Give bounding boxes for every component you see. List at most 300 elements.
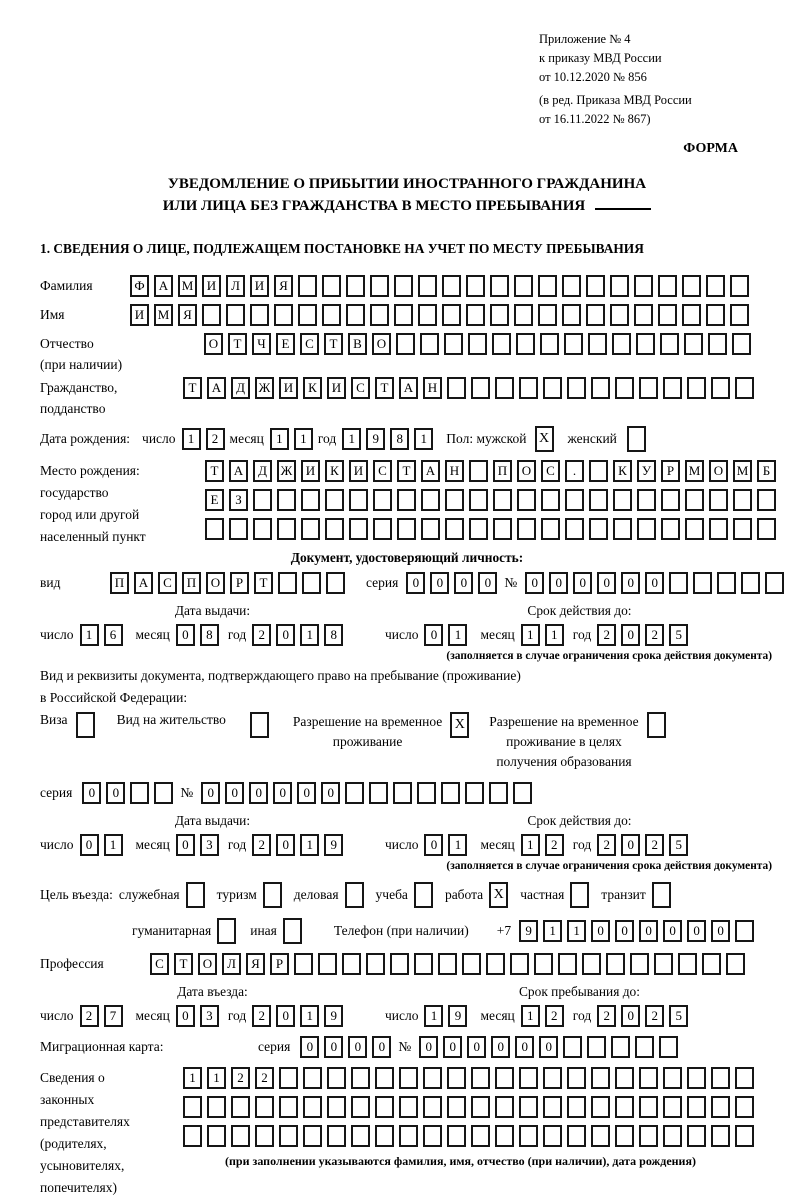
purpose-row-1 xyxy=(40,882,774,908)
gender-male-checkbox xyxy=(535,426,554,452)
form-cell xyxy=(447,1125,466,1147)
form-cell: 1 xyxy=(104,834,123,856)
doc-number-label: № xyxy=(504,575,518,590)
form-cell: 2 xyxy=(252,1005,271,1027)
field-row-profession xyxy=(40,953,774,975)
form-cell xyxy=(711,377,730,399)
form-cell xyxy=(183,1096,202,1118)
form-cell xyxy=(253,489,272,511)
form-cell: . xyxy=(565,460,584,482)
form-cell xyxy=(702,953,721,975)
title-line-2: ИЛИ ЛИЦА БЕЗ ГРАЖДАНСТВА В МЕСТО ПРЕБЫВАНИЯ xyxy=(162,198,586,214)
month-label: месяц xyxy=(480,837,515,852)
form-cell xyxy=(421,489,440,511)
form-cell: Д xyxy=(231,377,250,399)
form-cell xyxy=(298,275,317,297)
form-cell xyxy=(634,304,653,326)
expiry-year-cells xyxy=(597,624,693,646)
birthplace-label-city-1: город или другой xyxy=(40,507,140,522)
form-cell xyxy=(130,782,149,804)
form-cell xyxy=(685,518,704,540)
form-cell xyxy=(630,953,649,975)
form-cell xyxy=(278,572,297,594)
residence-doc-note: (заполняется в случае ограничения срока действия документа) xyxy=(446,860,772,872)
form-cell xyxy=(615,1067,634,1089)
form-cell: 1 xyxy=(448,624,467,646)
purpose-option-label: учеба xyxy=(375,887,408,902)
form-cell xyxy=(534,953,553,975)
form-cell: Ф xyxy=(130,275,149,297)
form-cell xyxy=(445,489,464,511)
form-cell: 0 xyxy=(573,572,592,594)
form-cell: 1 xyxy=(300,1005,319,1027)
form-cell xyxy=(390,953,409,975)
day-label: число xyxy=(384,837,419,852)
form-cell: 0 xyxy=(454,572,473,594)
form-cell: 1 xyxy=(448,834,467,856)
form-cell xyxy=(420,333,439,355)
form-cell xyxy=(490,304,509,326)
form-cell xyxy=(349,489,368,511)
year-label: год xyxy=(227,1008,247,1023)
form-cell: 1 xyxy=(207,1067,226,1089)
form-cell xyxy=(393,782,412,804)
year-label: год xyxy=(227,837,247,852)
form-cell xyxy=(303,1125,322,1147)
form-cell: 2 xyxy=(645,834,664,856)
form-cell xyxy=(735,1067,754,1089)
form-cell: 2 xyxy=(252,624,271,646)
purpose-option-label: деловая xyxy=(293,887,339,902)
form-cell xyxy=(647,712,666,738)
phone-prefix: +7 xyxy=(496,923,512,938)
form-cell: 8 xyxy=(324,624,343,646)
field-row-citizenship xyxy=(40,377,774,399)
form-cell xyxy=(369,782,388,804)
form-cell: 0 xyxy=(621,1005,640,1027)
form-cell xyxy=(303,1067,322,1089)
form-cell xyxy=(250,304,269,326)
form-cell: Т xyxy=(228,333,247,355)
patronymic-cells xyxy=(204,333,756,355)
option-visa-label: Виза xyxy=(40,712,68,727)
residence-intro-2: в Российской Федерации: xyxy=(40,690,188,705)
year-label: год xyxy=(572,1008,592,1023)
form-cell xyxy=(517,489,536,511)
form-cell: Т xyxy=(254,572,273,594)
purpose-private-checkbox xyxy=(570,882,589,908)
doc-type-cells xyxy=(110,572,350,594)
form-cell xyxy=(687,377,706,399)
form-cell: Т xyxy=(174,953,193,975)
form-cell: М xyxy=(685,460,704,482)
form-cell: 5 xyxy=(669,834,688,856)
form-cell: 7 xyxy=(104,1005,123,1027)
form-cell: А xyxy=(399,377,418,399)
form-cell: 1 xyxy=(270,428,289,450)
profession-label: Профессия xyxy=(40,956,104,971)
form-cell xyxy=(538,275,557,297)
form-cell: А xyxy=(207,377,226,399)
form-cell: 2 xyxy=(597,624,616,646)
form-cell xyxy=(263,882,282,908)
name-cells xyxy=(130,304,754,326)
residence-options-row xyxy=(40,712,774,772)
form-cell xyxy=(658,304,677,326)
form-cell xyxy=(375,1067,394,1089)
form-cell xyxy=(346,275,365,297)
form-cell: Л xyxy=(222,953,241,975)
form-cell xyxy=(678,953,697,975)
form-cell xyxy=(663,377,682,399)
form-cell xyxy=(589,489,608,511)
form-cell: 0 xyxy=(687,920,706,942)
option-residence-permit-label: Вид на жительство xyxy=(116,712,226,727)
form-cell: 0 xyxy=(639,920,658,942)
citizenship-cells xyxy=(183,377,759,399)
form-cell xyxy=(486,953,505,975)
form-cell: Я xyxy=(274,275,293,297)
form-cell: 1 xyxy=(545,624,564,646)
form-cell: С xyxy=(150,953,169,975)
form-cell: Т xyxy=(205,460,224,482)
form-cell: 2 xyxy=(645,624,664,646)
form-cell xyxy=(541,518,560,540)
form-cell xyxy=(661,489,680,511)
purpose-option-label: иная xyxy=(250,923,277,938)
residence-series-row xyxy=(40,782,774,804)
form-cell xyxy=(563,1036,582,1058)
residence-series-cells xyxy=(82,782,178,804)
form-cell xyxy=(654,953,673,975)
purpose-option-label: транзит xyxy=(601,887,646,902)
form-cell: 1 xyxy=(80,624,99,646)
form-cell xyxy=(717,572,736,594)
entry-month-cells xyxy=(176,1005,224,1027)
migration-card-row xyxy=(40,1036,774,1058)
appendix-line: от 10.12.2020 № 856 xyxy=(539,70,647,84)
form-cell: 1 xyxy=(567,920,586,942)
entry-year-cells xyxy=(252,1005,348,1027)
form-cell xyxy=(510,953,529,975)
month-label: месяц xyxy=(229,431,264,446)
issue-year-cells xyxy=(252,624,348,646)
form-cell xyxy=(423,1067,442,1089)
form-cell: 0 xyxy=(300,1036,319,1058)
form-cell xyxy=(613,489,632,511)
option-visa-checkbox xyxy=(76,712,95,738)
form-cell xyxy=(229,518,248,540)
form-cell xyxy=(466,304,485,326)
form-cell xyxy=(231,1125,250,1147)
day-label: число xyxy=(40,1008,74,1023)
option-temp-residence xyxy=(293,712,469,752)
form-cell: 1 xyxy=(543,920,562,942)
doc-series-label: серия xyxy=(366,575,399,590)
form-cell xyxy=(397,489,416,511)
day-label: число xyxy=(40,837,74,852)
form-cell: 1 xyxy=(294,428,313,450)
residence-doc-dates xyxy=(40,813,774,872)
option-visa xyxy=(40,712,95,738)
form-cell xyxy=(669,572,688,594)
representatives-label: Сведения о xyxy=(40,1070,105,1085)
profession-cells xyxy=(150,953,750,975)
form-cell: 8 xyxy=(390,428,409,450)
year-label: год xyxy=(317,431,337,446)
form-cell xyxy=(682,304,701,326)
residence-issue-group xyxy=(40,834,348,856)
expiry-date-heading: Срок действия до: xyxy=(527,813,632,828)
form-cell: 0 xyxy=(443,1036,462,1058)
field-row-birthdate xyxy=(40,426,774,452)
form-cell xyxy=(635,1036,654,1058)
form-cell xyxy=(351,1096,370,1118)
birthplace-label-city-2: населенный пункт xyxy=(40,529,146,544)
form-cell xyxy=(591,1067,610,1089)
form-cell: 0 xyxy=(201,782,220,804)
form-cell xyxy=(588,333,607,355)
form-cell xyxy=(639,377,658,399)
form-cell xyxy=(711,1067,730,1089)
form-cell: 1 xyxy=(300,834,319,856)
form-cell: И xyxy=(279,377,298,399)
form-cell xyxy=(516,333,535,355)
form-cell: 1 xyxy=(300,624,319,646)
form-cell xyxy=(639,1096,658,1118)
option-temp-residence-edu-checkbox xyxy=(647,712,666,738)
form-cell xyxy=(303,1096,322,1118)
form-cell xyxy=(637,518,656,540)
birth-day-cells xyxy=(182,428,230,450)
entry-date-group xyxy=(40,1005,348,1027)
form-cell xyxy=(663,1096,682,1118)
form-cell xyxy=(586,275,605,297)
form-cell xyxy=(732,333,751,355)
form-cell: 9 xyxy=(324,1005,343,1027)
migration-series-cells xyxy=(300,1036,396,1058)
entry-day-cells xyxy=(80,1005,128,1027)
form-cell xyxy=(519,1067,538,1089)
form-cell xyxy=(346,304,365,326)
form-cell: И xyxy=(250,275,269,297)
form-cell: 0 xyxy=(273,782,292,804)
form-cell xyxy=(693,572,712,594)
form-cell xyxy=(375,1125,394,1147)
form-cell xyxy=(207,1125,226,1147)
form-cell: 0 xyxy=(621,572,640,594)
edition-line: (в ред. Приказа МВД России xyxy=(539,93,692,107)
form-cell xyxy=(567,1125,586,1147)
form-cell xyxy=(684,333,703,355)
form-cell xyxy=(589,518,608,540)
form-cell xyxy=(414,882,433,908)
form-cell xyxy=(565,489,584,511)
birthplace-label: Место рождения: xyxy=(40,463,140,478)
section1-heading: 1. СВЕДЕНИЯ О ЛИЦЕ, ПОДЛЕЖАЩЕМ ПОСТАНОВКЕ НА УЧЕТ ПО МЕСТУ ПРЕБЫВАНИЯ xyxy=(40,241,644,256)
form-cell xyxy=(711,1096,730,1118)
form-cell xyxy=(519,377,538,399)
issue-date-group xyxy=(40,624,348,646)
purpose-option-label: туризм xyxy=(216,887,257,902)
stay-year-cells xyxy=(597,1005,693,1027)
representatives-cells-row3 xyxy=(183,1125,759,1147)
form-cell xyxy=(709,518,728,540)
form-cell: С xyxy=(373,460,392,482)
form-cell: П xyxy=(182,572,201,594)
form-cell: В xyxy=(348,333,367,355)
form-cell xyxy=(327,1096,346,1118)
residence-expiry-year-cells xyxy=(597,834,693,856)
form-cell xyxy=(733,489,752,511)
residence-intro-1: Вид и реквизиты документа, подтверждающего право на пребывание (проживание) xyxy=(40,668,521,683)
form-cell: С xyxy=(351,377,370,399)
purpose-option-label: работа xyxy=(444,887,484,902)
field-row-birthplace xyxy=(40,460,774,548)
form-cell: 1 xyxy=(521,1005,540,1027)
birthdate-label: Дата рождения: xyxy=(40,431,131,446)
form-cell xyxy=(663,1125,682,1147)
month-label: месяц xyxy=(135,1008,170,1023)
form-cell xyxy=(207,1096,226,1118)
month-label: месяц xyxy=(135,837,170,852)
form-cell: X xyxy=(450,712,469,738)
form-cell xyxy=(613,518,632,540)
gender-female-checkbox xyxy=(627,426,646,452)
form-cell xyxy=(255,1125,274,1147)
stay-month-cells xyxy=(521,1005,569,1027)
form-cell: Б xyxy=(757,460,776,482)
form-cell xyxy=(652,882,671,908)
form-cell: 0 xyxy=(478,572,497,594)
form-cell xyxy=(394,304,413,326)
form-cell xyxy=(370,275,389,297)
form-cell xyxy=(730,304,749,326)
form-cell xyxy=(423,1125,442,1147)
phone-label: Телефон (при наличии) xyxy=(333,923,469,938)
birthdate-group xyxy=(142,428,438,450)
form-cell: 2 xyxy=(231,1067,250,1089)
form-cell xyxy=(493,489,512,511)
form-cell xyxy=(471,377,490,399)
form-cell xyxy=(375,1096,394,1118)
purpose-transit-checkbox xyxy=(652,882,671,908)
form-cell: 0 xyxy=(419,1036,438,1058)
birth-year-cells xyxy=(342,428,438,450)
residence-expiry-day-cells xyxy=(424,834,472,856)
form-cell xyxy=(567,377,586,399)
representatives-cells-row1 xyxy=(183,1067,759,1089)
form-cell: 1 xyxy=(342,428,361,450)
expiry-day-cells xyxy=(424,624,472,646)
representatives-cells-row2 xyxy=(183,1096,759,1118)
form-cell xyxy=(322,304,341,326)
form-cell: О xyxy=(198,953,217,975)
form-cell: С xyxy=(300,333,319,355)
appendix-line: к приказу МВД России xyxy=(539,51,662,65)
form-cell: М xyxy=(733,460,752,482)
gender-male-label: Пол: мужской xyxy=(446,431,527,446)
identity-doc-dates xyxy=(40,603,774,662)
form-cell xyxy=(513,782,532,804)
purpose-study-checkbox xyxy=(414,882,433,908)
form-cell xyxy=(562,304,581,326)
form-cell: С xyxy=(158,572,177,594)
form-cell: 0 xyxy=(621,624,640,646)
form-cell xyxy=(351,1067,370,1089)
form-cell xyxy=(202,304,221,326)
form-cell: 0 xyxy=(176,834,195,856)
form-cell: 9 xyxy=(366,428,385,450)
form-cell xyxy=(462,953,481,975)
form-cell: X xyxy=(489,882,508,908)
form-cell xyxy=(495,1125,514,1147)
form-cell xyxy=(183,1125,202,1147)
representatives-label: усыновителях, xyxy=(40,1158,125,1173)
option-residence-permit xyxy=(117,712,269,738)
form-cell xyxy=(250,712,269,738)
expiry-date-group xyxy=(385,624,693,646)
form-cell: Р xyxy=(270,953,289,975)
day-label: число xyxy=(142,431,176,446)
form-cell: 0 xyxy=(663,920,682,942)
form-cell xyxy=(543,1067,562,1089)
form-cell: 0 xyxy=(276,834,295,856)
form-cell xyxy=(490,275,509,297)
form-cell: 0 xyxy=(176,624,195,646)
form-cell xyxy=(441,782,460,804)
form-cell: А xyxy=(229,460,248,482)
stay-until-heading: Срок пребывания до: xyxy=(519,984,640,999)
form-cell: 2 xyxy=(206,428,225,450)
form-cell xyxy=(567,1096,586,1118)
form-label: ФОРМА xyxy=(683,141,738,156)
form-cell: У xyxy=(637,460,656,482)
form-cell xyxy=(637,489,656,511)
form-cell xyxy=(469,460,488,482)
option-line: Разрешение на временное xyxy=(489,714,639,729)
purpose-option-label: гуманитарная xyxy=(132,923,212,938)
form-cell xyxy=(468,333,487,355)
form-cell xyxy=(610,275,629,297)
form-cell xyxy=(615,377,634,399)
form-cell: 1 xyxy=(414,428,433,450)
form-cell: Н xyxy=(423,377,442,399)
day-label: число xyxy=(40,627,74,642)
form-cell: 0 xyxy=(249,782,268,804)
day-label: число xyxy=(384,627,419,642)
option-line: Разрешение на временное xyxy=(292,714,443,729)
form-cell xyxy=(373,489,392,511)
form-cell xyxy=(587,1036,606,1058)
form-cell xyxy=(351,1125,370,1147)
form-cell xyxy=(414,953,433,975)
surname-cells xyxy=(130,275,754,297)
form-cell: М xyxy=(178,275,197,297)
representatives-label: представителях xyxy=(40,1114,130,1129)
identity-doc-note: (заполняется в случае ограничения срока действия документа) xyxy=(446,650,772,662)
residence-issue-day-cells xyxy=(80,834,128,856)
doc-number-cells xyxy=(525,572,789,594)
form-cell: 0 xyxy=(711,920,730,942)
form-cell: Р xyxy=(661,460,680,482)
form-cell xyxy=(735,377,754,399)
form-cell: О xyxy=(372,333,391,355)
entry-date-heading: Дата въезда: xyxy=(177,984,248,999)
form-cell: 0 xyxy=(424,834,443,856)
form-cell: Ж xyxy=(277,460,296,482)
form-cell: X xyxy=(535,426,554,452)
